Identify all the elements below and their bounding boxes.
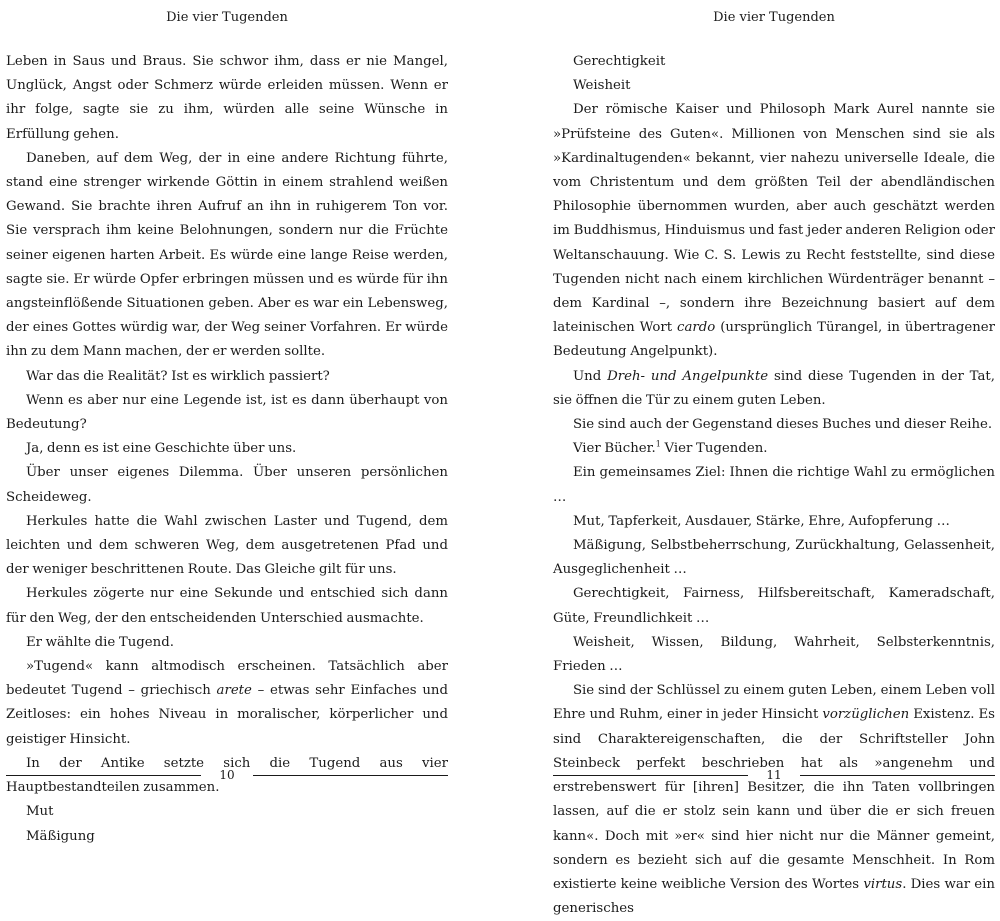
page-footer <box>6 765 448 785</box>
paragraph: »Tugend« kann altmodisch erscheinen. Tatsächlich aber bedeutet Tugend – griechisch arete – etwas sehr Einfaches und Zeitloses: ein hohes Niveau in moralischer, körperlicher und geistiger Hinsicht. <box>6 659 448 747</box>
paragraph: Der römische Kaiser und Philosoph Mark Aurel nannte sie »Prüfsteine des Guten«. Millionen von Menschen sind sie als »Kardinaltugenden« bekannt, vier nahezu universelle Ideale, die vom Christentum und dem größten Teil der abendländischen Philosophie übernommen wurden, aber auch geschätzt werden im Buddhismus, Hinduismus und fast jeder anderen Religion oder Weltanschauung. Wie C. S. Lewis zu Recht feststellte, sind diese Tugenden nicht nach einem kirchlichen Würdenträger benannt – dem Kardinal –, sondern ihre Bezeichnung basiert auf dem lateinischen Wort cardo (ursprünglich Türangel, in übertragener Bedeutung Angelpunkt). <box>553 102 995 360</box>
paragraph: Herkules hatte die Wahl zwischen Laster und Tugend, dem leichten und dem schweren Weg, dem ausgetretenen Pfad und der weniger beschrittenen Route. Das Gleiche gilt für uns. <box>6 513 448 578</box>
right-page <box>553 0 996 917</box>
paragraph: Sie sind auch der Gegenstand dieses Buches und dieser Reihe. <box>572 417 993 433</box>
body-text <box>6 50 448 849</box>
paragraph: Wenn es aber nur eine Legende ist, ist es dann überhaupt von Bedeutung? <box>6 392 448 433</box>
paragraph: Gerechtigkeit, Fairness, Hilfsbereitschaft, Kameradschaft, Güte, Freundlichkeit … <box>553 586 995 626</box>
paragraph: Sie sind der Schlüssel zu einem guten Leben, einem Leben voll Ehre und Ruhm, einer in jeder Hinsicht vorzüglichen Existenz. Es sind Charaktereigenschaften, die der Schriftsteller John Steinbeck perfekt beschrieben hat als »angenehm und erstrebenswert für [ihren] Besitzer, die ihn Taten vollbringen lassen, auf die er stolz sein kann und über die er sich freuen kann«. Doch mit »er« sind hier nicht nur die Männer gemeint, sondern es bezieht sich auf die gesamte Menschheit. In Rom existierte keine weibliche Version des Wortes virtus. Dies war ein generisches <box>553 683 996 917</box>
paragraph: Mut <box>25 804 54 820</box>
footer-rule-right <box>800 775 995 776</box>
paragraph: Ein gemeinsames Ziel: Ihnen die richtige Wahl zu ermöglichen … <box>553 465 995 505</box>
running-head: Die vier Tugenden <box>713 10 835 25</box>
paragraph: Daneben, auf dem Weg, der in eine andere Richtung führte, stand eine strenger wirkende Göttin in einem strahlend weißen Gewand. Sie brachte ihren Aufruf an ihn in ruhigerem Ton vor. Sie versprach ihm keine Belohnungen, sondern nur die Früchte seiner eigenen harten Arbeit. Es würde eine lange Reise werden, sagte sie. Er würde Opfer erbringen müssen und es würde für ihn angsteinflößende Situationen geben. Aber es war ein Lebensweg, der eines Gottes würdig war, der Weg seiner Vorfahren. Er würde ihn zu dem Mann machen, der er werden sollte. <box>6 150 448 360</box>
page-number: 11 <box>766 768 782 782</box>
paragraph: Weisheit, Wissen, Bildung, Wahrheit, Selbsterkenntnis, Frieden … <box>553 634 995 675</box>
running-head: Die vier Tugenden <box>166 10 288 25</box>
paragraph: Mäßigung <box>25 828 95 844</box>
paragraph: Vier Bücher.$^1$ Vier Tugenden. <box>572 439 768 457</box>
paragraph: Gerechtigkeit <box>572 54 666 69</box>
paragraph: Weisheit <box>572 78 631 94</box>
paragraph: Und Dreh- und Angelpunkte sind diese Tugenden in der Tat, sie öffnen die Tür zu einem guten Leben. <box>553 368 996 408</box>
paragraph: Mäßigung, Selbstbeherrschung, Zurückhaltung, Gelassenheit, Ausgeglichenheit … <box>553 538 995 578</box>
paragraph: Ja, denn es ist eine Geschichte über uns. <box>25 441 297 457</box>
footer-rule-right <box>253 775 448 776</box>
paragraph: Über unser eigenes Dilemma. Über unseren persönlichen Scheideweg. <box>6 465 448 505</box>
footer-rule-left <box>6 775 201 776</box>
paragraph: Er wählte die Tugend. <box>25 634 174 650</box>
paragraph: War das die Realität? Ist es wirklich passiert? <box>25 368 330 384</box>
page-footer <box>553 765 995 785</box>
footer-rule-left <box>553 775 748 776</box>
paragraph: Herkules zögerte nur eine Sekunde und entschied sich dann für den Weg, der den entscheidenden Unterschied ausmachte. <box>6 586 448 626</box>
paragraph: Mut, Tapferkeit, Ausdauer, Stärke, Ehre, Aufopferung … <box>572 513 950 529</box>
page-number: 10 <box>219 768 235 782</box>
left-page <box>6 0 448 844</box>
paragraph: In der Antike setzte sich die Tugend aus vier Hauptbestandteilen zusammen. <box>6 755 448 796</box>
body-text <box>553 50 995 921</box>
paragraph: Leben in Saus und Braus. Sie schwor ihm, dass er nie Mangel, Unglück, Angst oder Schmerz würde erleiden müssen. Wenn er ihr folge, sagte sie zu ihm, würden alle seine Wünsche in Erfüllung gehen. <box>6 54 448 142</box>
